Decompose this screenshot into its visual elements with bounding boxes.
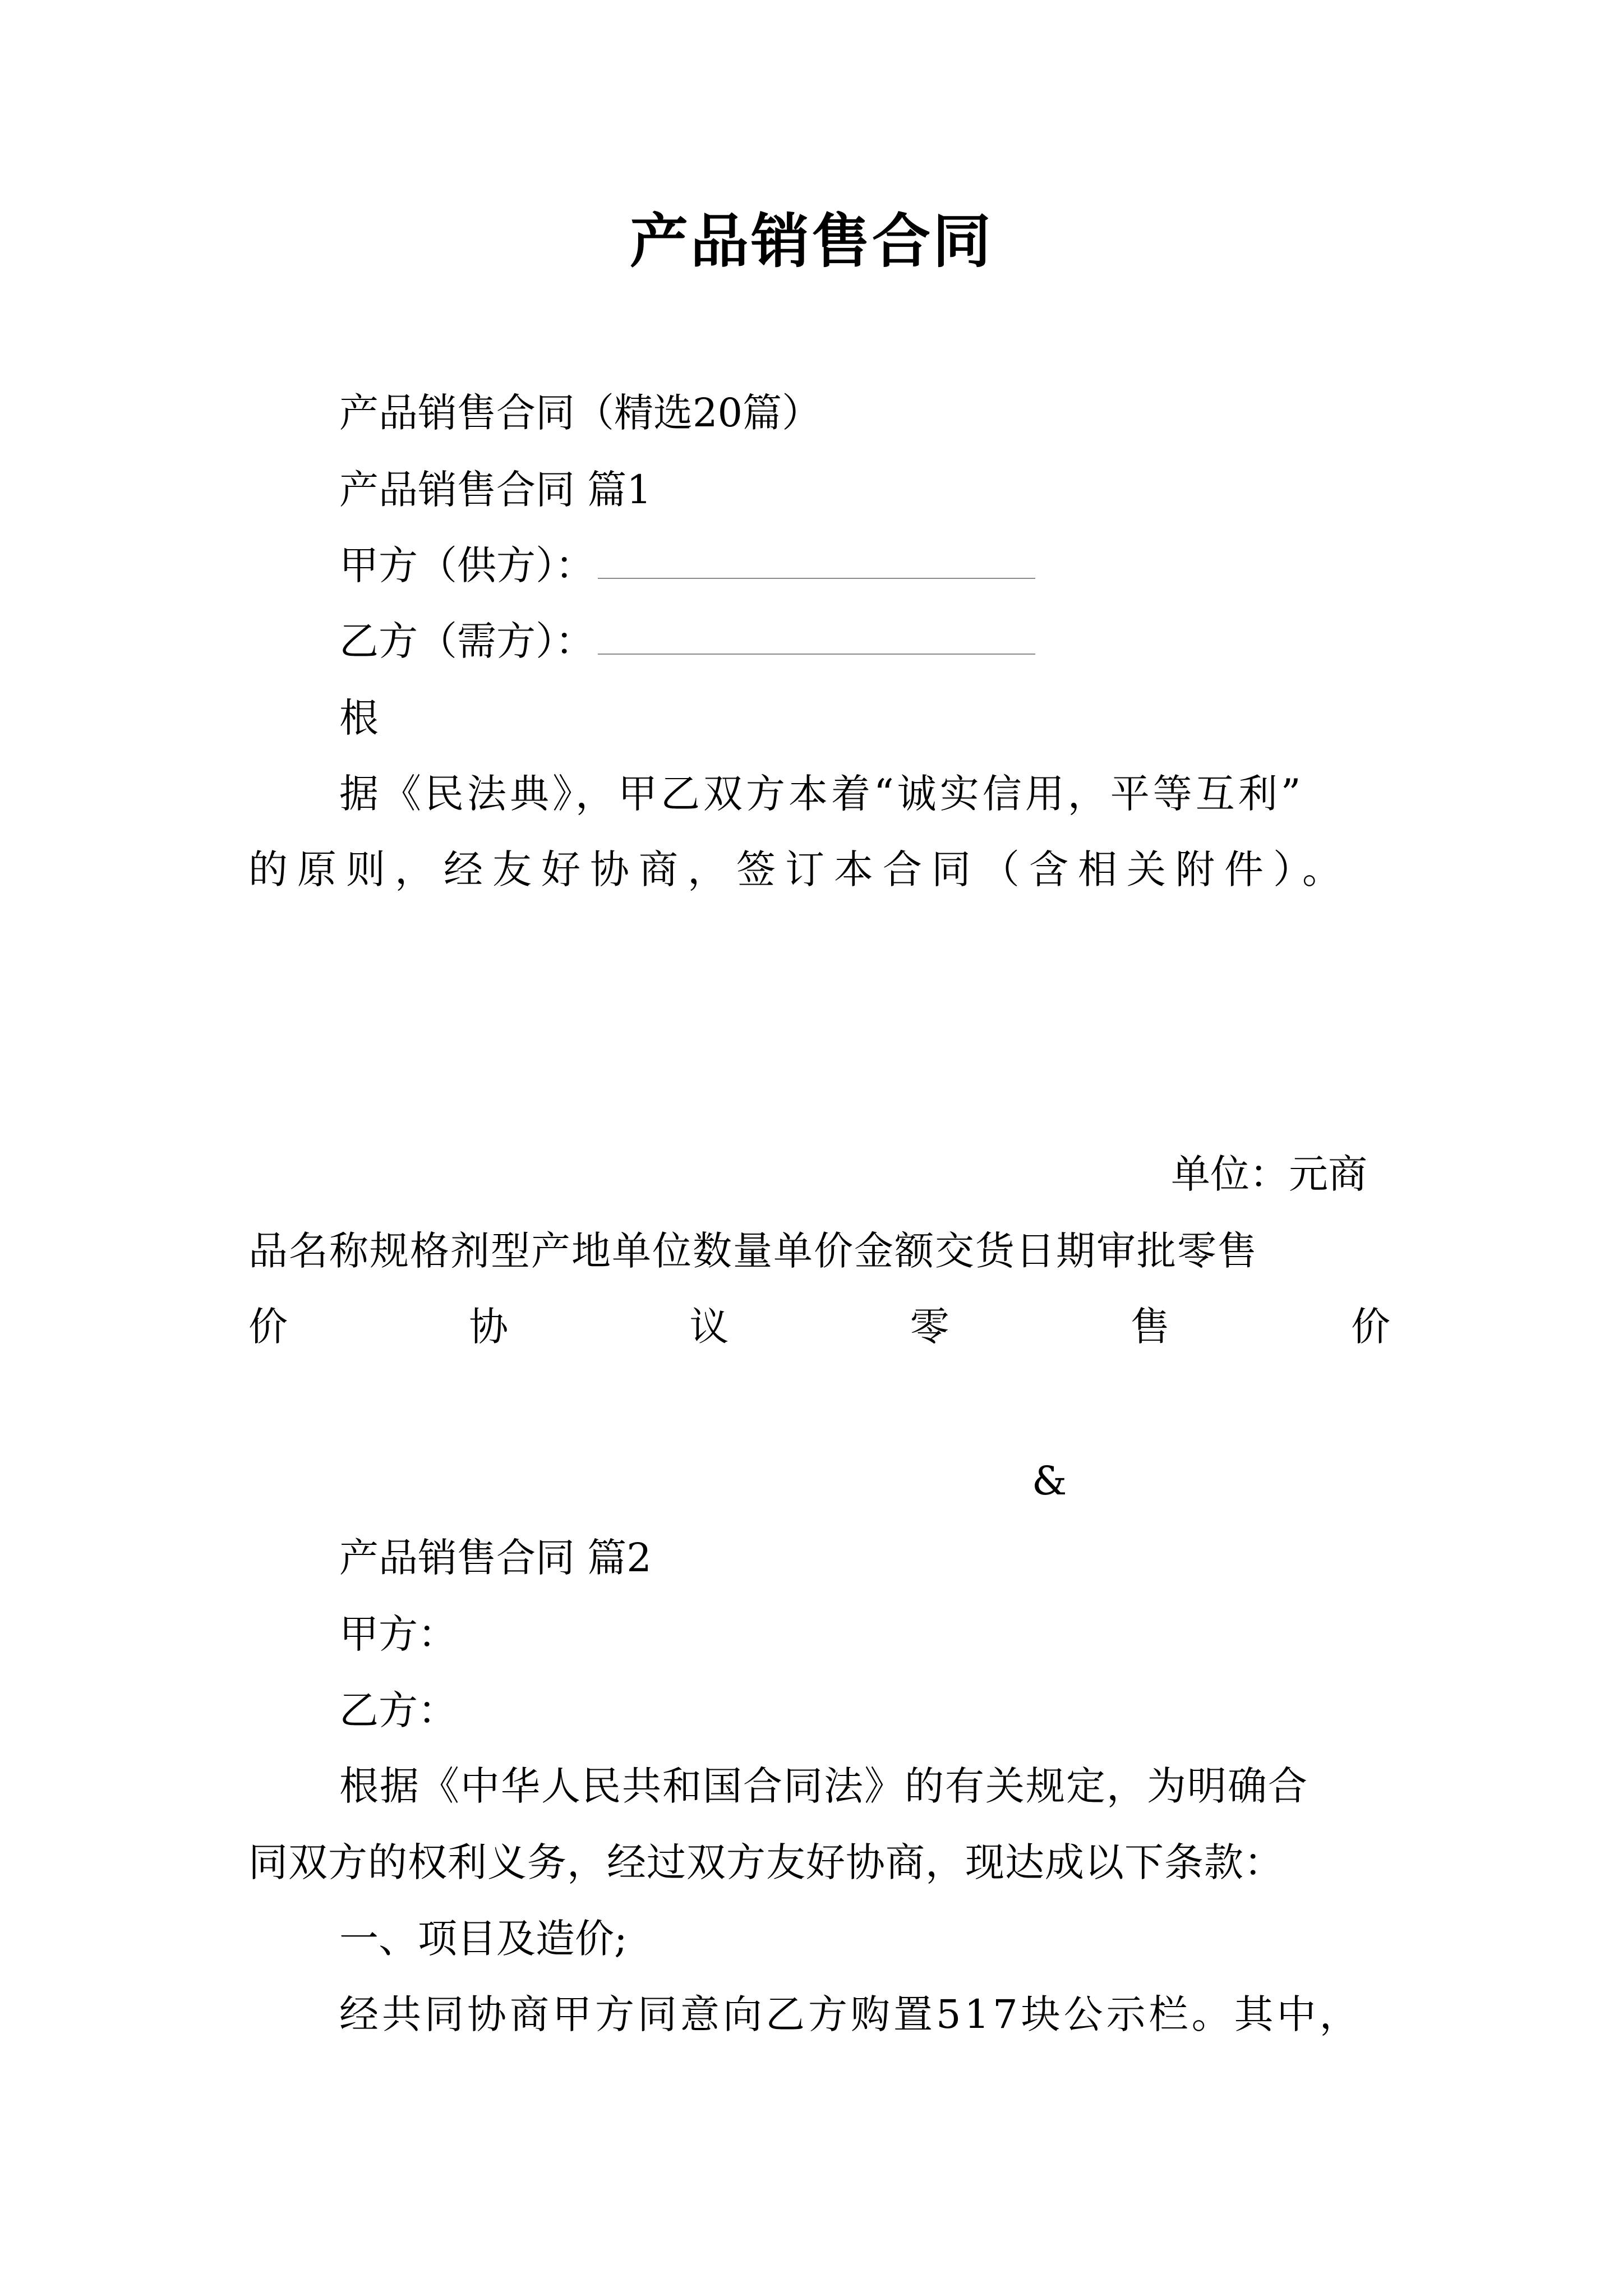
party-b-buyer-line <box>339 613 1035 669</box>
part2-heading: 产品销售合同 篇2 <box>339 1535 652 1581</box>
part2-para-line2: 同双方的权利义务，经过双方友好协商，现达成以下条款： <box>248 1839 1284 1885</box>
part1-para-line2: 的原则，经友好协商，签订本合同（含相关附件）。 <box>248 846 1351 892</box>
spread-words-row <box>248 1299 1390 1355</box>
spread-word: 议 <box>689 1304 729 1350</box>
spread-word: 售 <box>1130 1304 1170 1350</box>
party-b-buyer-label: 乙方（需方）： <box>339 618 594 664</box>
part1-heading: 产品销售合同 篇1 <box>339 467 652 513</box>
ampersand: & <box>1032 1458 1067 1504</box>
part1-para-start: 根 <box>339 695 379 741</box>
party-a-blank-field <box>598 544 1035 579</box>
part1-para-line1: 据《民法典》，甲乙双方本着“诚实信用，平等互利” <box>339 771 1304 817</box>
document-subtitle: 产品销售合同（精选20篇） <box>339 390 822 436</box>
party-a-supplier-line <box>339 537 1035 593</box>
party-b-blank-field <box>598 620 1035 655</box>
section1-heading: 一、项目及造价; <box>339 1916 628 1962</box>
section1-text: 经共同协商甲方同意向乙方购置517块公示栏。其中， <box>339 1991 1362 2037</box>
part2-para-line1: 根据《中华人民共和国合同法》的有关规定，为明确合 <box>339 1763 1308 1809</box>
part2-party-b-label: 乙方： <box>339 1687 457 1733</box>
table-header-line: 品名称规格剂型产地单位数量单价金额交货日期审批零售 <box>248 1228 1258 1274</box>
part2-party-a-label: 甲方： <box>339 1611 457 1657</box>
spread-word: 价 <box>1350 1304 1390 1350</box>
spread-word: 协 <box>469 1304 509 1350</box>
document-title: 产品销售合同 <box>629 206 993 275</box>
party-a-supplier-label: 甲方（供方）： <box>339 542 594 588</box>
unit-line: 单位：元商 <box>1171 1151 1367 1197</box>
spread-word: 零 <box>910 1304 949 1350</box>
spread-word: 价 <box>248 1304 288 1350</box>
